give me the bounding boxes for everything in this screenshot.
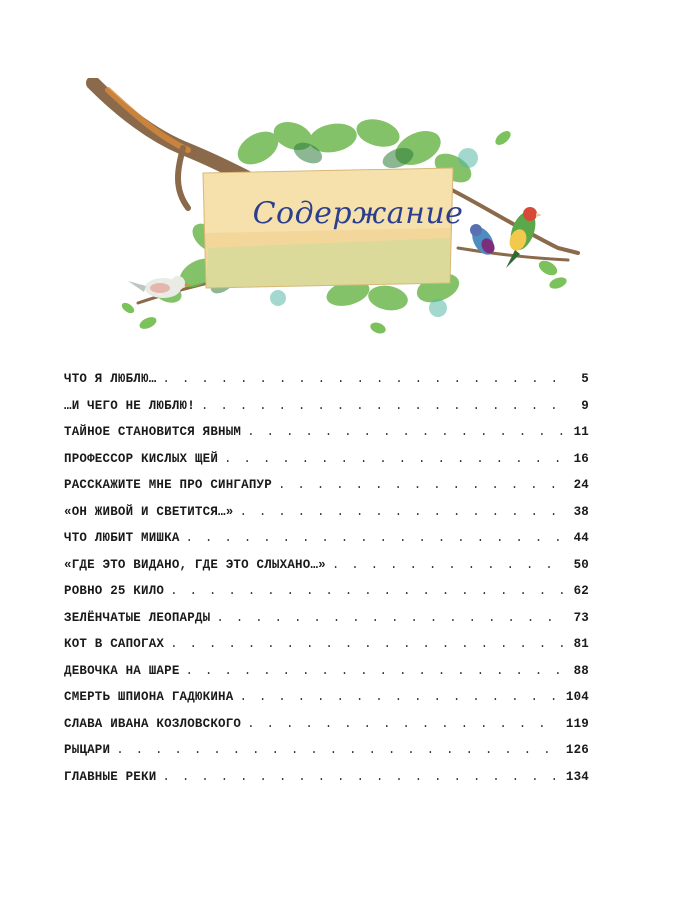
toc-leader-dots bbox=[239, 690, 559, 704]
toc-entry[interactable] bbox=[64, 770, 589, 797]
toc-leader-dots bbox=[170, 584, 565, 598]
toc-entry-page: 81 bbox=[573, 637, 589, 651]
toc-entry[interactable] bbox=[64, 452, 589, 479]
toc-entry-page: 9 bbox=[581, 398, 589, 413]
toc-leader-dots bbox=[247, 425, 565, 439]
toc-entry-page: 38 bbox=[573, 504, 589, 519]
toc-entry-title: РОВНО 25 КИЛО bbox=[64, 584, 165, 598]
toc-leader-dots bbox=[201, 399, 565, 413]
toc-leader-dots bbox=[162, 770, 559, 784]
toc-entry[interactable] bbox=[64, 717, 589, 744]
toc-entry[interactable] bbox=[64, 372, 589, 399]
toc-entry[interactable] bbox=[64, 558, 589, 585]
toc-leader-dots bbox=[162, 372, 565, 386]
toc-entry-title: КОТ В САПОГАХ bbox=[64, 637, 165, 651]
toc-entry[interactable] bbox=[64, 425, 589, 452]
toc-entry-title: «ГДЕ ЭТО ВИДАНО, ГДЕ ЭТО СЛЫХАНО…» bbox=[64, 557, 326, 572]
toc-entry-page: 104 bbox=[565, 690, 589, 704]
page-title: Содержание bbox=[252, 196, 464, 231]
toc-entry[interactable] bbox=[64, 505, 589, 532]
toc-entry[interactable] bbox=[64, 664, 589, 691]
toc-entry-title: ПРОФЕССОР КИСЛЫХ ЩЕЙ bbox=[64, 451, 219, 466]
toc-entry-title: ЧТО Я ЛЮБЛЮ… bbox=[64, 372, 157, 386]
toc-entry[interactable] bbox=[64, 531, 589, 558]
toc-entry[interactable] bbox=[64, 611, 589, 638]
toc-leader-dots bbox=[186, 664, 565, 678]
header-illustration bbox=[78, 78, 608, 360]
toc-entry-page: 44 bbox=[573, 531, 589, 545]
toc-entry-page: 5 bbox=[581, 372, 589, 386]
toc-entry[interactable] bbox=[64, 637, 589, 664]
toc-leader-dots bbox=[332, 558, 565, 572]
toc-leader-dots bbox=[278, 478, 565, 492]
toc-leader-dots bbox=[116, 743, 560, 757]
toc-entry-title: СЛАВА ИВАНА КОЗЛОВСКОГО bbox=[64, 716, 242, 731]
toc-entry[interactable] bbox=[64, 743, 589, 770]
toc-entry-page: 16 bbox=[573, 451, 589, 466]
toc-entry[interactable] bbox=[64, 399, 589, 426]
toc-leader-dots bbox=[239, 505, 565, 519]
toc-entry-page: 62 bbox=[573, 584, 589, 598]
toc-entry-page: 24 bbox=[573, 478, 589, 492]
toc-entry-page: 126 bbox=[565, 743, 589, 757]
toc-entry-title: РЫЦАРИ bbox=[64, 743, 111, 757]
toc-entry-title: ЧТО ЛЮБИТ МИШКА bbox=[64, 531, 180, 545]
toc-entry-title: ДЕВОЧКА НА ШАРЕ bbox=[64, 663, 180, 678]
toc-entry-title: «ОН ЖИВОЙ И СВЕТИТСЯ…» bbox=[64, 504, 234, 519]
toc-leader-dots bbox=[247, 717, 560, 731]
toc-entry-page: 119 bbox=[565, 716, 589, 731]
toc-entry-title: ЗЕЛЁНЧАТЫЕ ЛЕОПАРДЫ bbox=[64, 610, 211, 625]
toc-leader-dots bbox=[224, 452, 565, 466]
toc-entry-page: 134 bbox=[565, 769, 589, 784]
toc-entry-title: РАССКАЖИТЕ МНЕ ПРО СИНГАПУР bbox=[64, 478, 272, 492]
toc-leader-dots bbox=[216, 611, 565, 625]
toc-entry-title: ГЛАВНЫЕ РЕКИ bbox=[64, 769, 157, 784]
toc-leader-dots bbox=[186, 531, 565, 545]
toc-entry[interactable] bbox=[64, 584, 589, 611]
toc-entry-title: …И ЧЕГО НЕ ЛЮБЛЮ! bbox=[64, 398, 195, 413]
toc-leader-dots bbox=[170, 637, 565, 651]
toc-entry[interactable] bbox=[64, 478, 589, 505]
toc-entry-title: ТАЙНОЕ СТАНОВИТСЯ ЯВНЫМ bbox=[64, 425, 242, 439]
toc-entry-page: 88 bbox=[573, 663, 589, 678]
toc-entry-page: 73 bbox=[573, 610, 589, 625]
table-of-contents bbox=[64, 372, 589, 796]
toc-entry-title: СМЕРТЬ ШПИОНА ГАДЮКИНА bbox=[64, 690, 234, 704]
toc-entry[interactable] bbox=[64, 690, 589, 717]
toc-entry-page: 50 bbox=[573, 557, 589, 572]
toc-entry-page: 11 bbox=[573, 425, 589, 439]
bird-left-icon bbox=[128, 276, 191, 298]
